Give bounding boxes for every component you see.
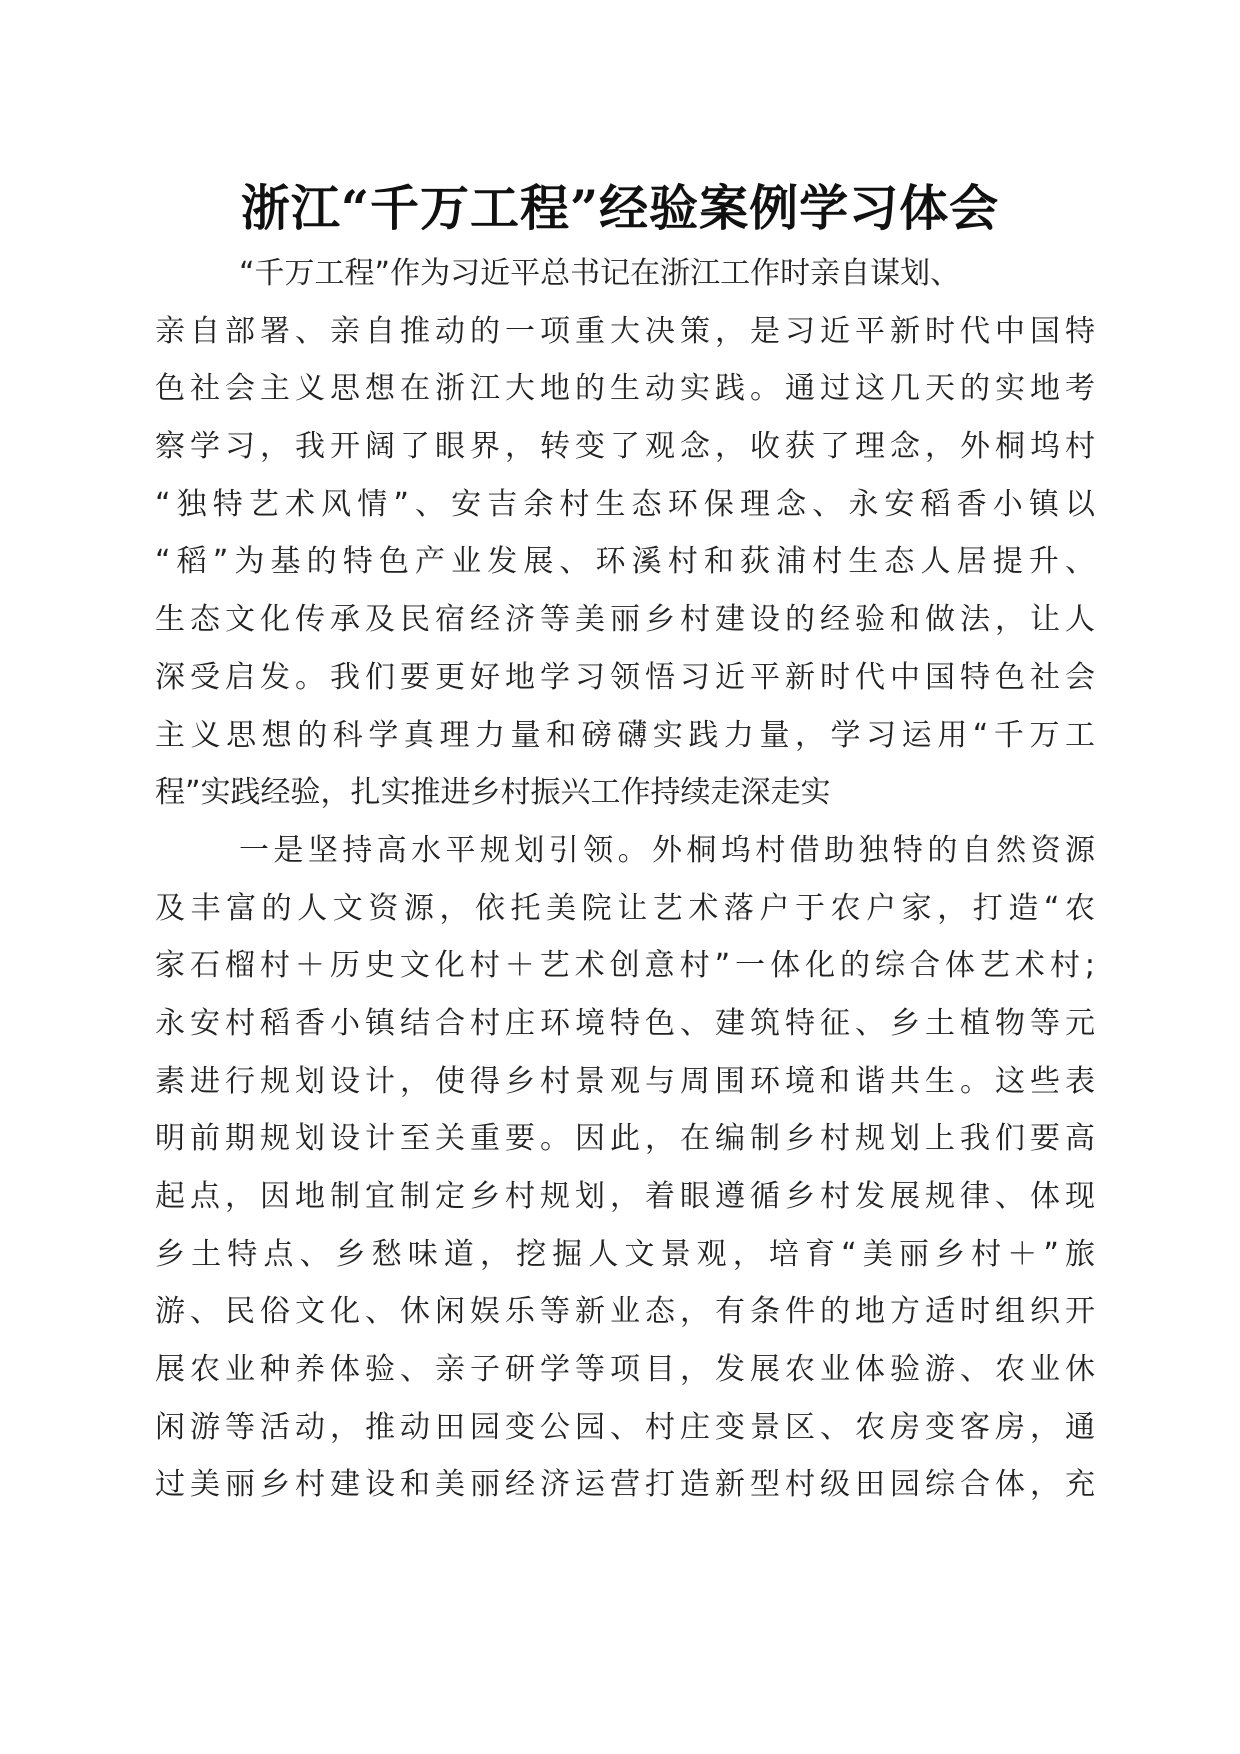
paragraph-2-line-10: 展农业种养体验、亲子研学等项目，发展农业体验游、农业休 bbox=[155, 1352, 1095, 1388]
paragraph-1-line-1: “千万工程”作为习近平总书记在浙江工作时亲自谋划、 bbox=[239, 256, 961, 291]
paragraph-1-line-7: 生态文化传承及民宿经济等美丽乡村建设的经验和做法，让人 bbox=[155, 602, 1095, 638]
document-body bbox=[155, 245, 1095, 1514]
paragraph-2-line-7: 起点，因地制宜制定乡村规划，着眼遵循乡村发展规律、体现 bbox=[155, 1179, 1095, 1214]
paragraph-2-line-11: 闲游等活动，推动田园变公园、村庄变景区、农房变客房，通 bbox=[155, 1409, 1095, 1445]
paragraph-1-line-3: 色社会主义思想在浙江大地的生动实践。通过这几天的实地考 bbox=[155, 371, 1095, 407]
paragraph-2-line-2: 及丰富的人文资源，依托美院让艺术落户于农户家，打造“农 bbox=[155, 890, 1095, 926]
paragraph-1-line-9: 主义思想的科学真理力量和磅礴实践力量，学习运用“千万工 bbox=[155, 717, 1095, 753]
paragraph-1-line-10: 程”实践经验，扎实推进乡村振兴工作持续走深走实 bbox=[155, 775, 831, 811]
paragraph-2-line-8: 乡土特点、乡愁味道，挖掘人文景观，培育“美丽乡村＋”旅 bbox=[155, 1236, 1095, 1272]
paragraph-2-line-1: 一是坚持高水平规划引领。外桐坞村借助独特的自然资源 bbox=[239, 832, 1095, 868]
paragraph-2-line-3: 家石榴村＋历史文化村＋艺术创意村”一体化的综合体艺术村; bbox=[155, 948, 1095, 984]
paragraph-2-line-4: 永安村稻香小镇结合村庄环境特色、建筑特征、乡土植物等元 bbox=[155, 1005, 1095, 1041]
paragraph-2-line-5: 素进行规划设计，使得乡村景观与周围环境和谐共生。这些表 bbox=[155, 1063, 1095, 1099]
paragraph-1-line-2: 亲自部署、亲自推动的一项重大决策，是习近平新时代中国特 bbox=[155, 313, 1095, 349]
paragraph-1-line-8: 深受启发。我们要更好地学习领悟习近平新时代中国特色社会 bbox=[155, 659, 1095, 695]
paragraph-1-line-5: “独特艺术风情”、安吉余村生态环保理念、永安稻香小镇以 bbox=[155, 486, 1095, 522]
paragraph-1-line-6: “稻”为基的特色产业发展、环溪村和荻浦村生态人居提升、 bbox=[155, 544, 1095, 580]
paragraph-2-line-6: 明前期规划设计至关重要。因此，在编制乡村规划上我们要高 bbox=[155, 1121, 1095, 1157]
paragraph-2-line-12: 过美丽乡村建设和美丽经济运营打造新型村级田园综合体，充 bbox=[155, 1467, 1095, 1503]
paragraph-1-line-4: 察学习，我开阔了眼界，转变了观念，收获了理念，外桐坞村 bbox=[155, 429, 1095, 465]
paragraph-2-line-9: 游、民俗文化、休闲娱乐等新业态，有条件的地方适时组织开 bbox=[155, 1294, 1095, 1330]
document-title: 浙江“千万工程”经验案例学习体会 bbox=[240, 179, 1000, 237]
